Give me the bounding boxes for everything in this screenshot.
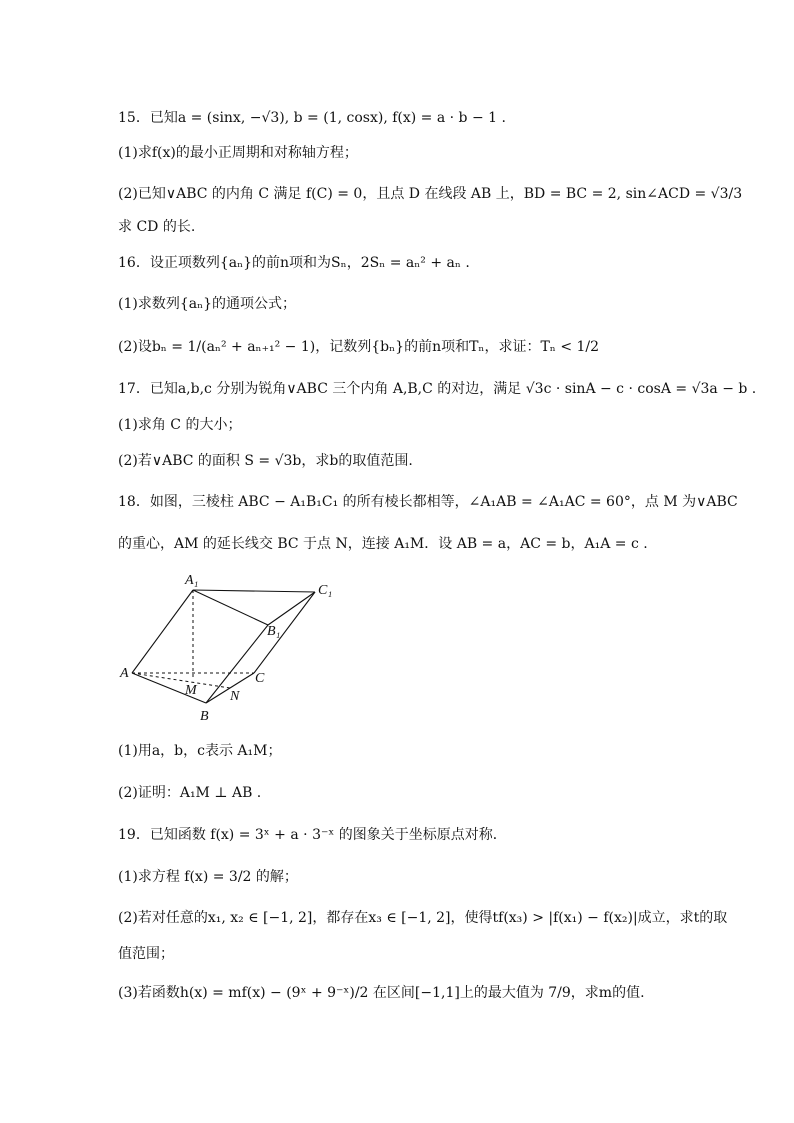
label-b1: B₁ xyxy=(267,624,281,639)
q15-part1: (1)求f(x)的最小正周期和对称轴方程； xyxy=(118,145,358,161)
q19-part2: (2)若对任意的x₁, x₂ ∈ [−1, 2]，都存在x₃ ∈ [−1, 2]，使得tf(x₃) > |f(x₁) − f(x₂)|成立，求t的取 xyxy=(118,910,728,926)
q16-part1: (1)求数列{aₙ}的通项公式； xyxy=(118,296,297,312)
q18-stem: 18．如图，三棱柱 ABC − A₁B₁C₁ 的所有棱长都相等，∠A₁AB = ∠A₁AC = 60°，点 M 为∨ABC xyxy=(118,494,738,510)
q18-part2: (2)证明：A₁M ⊥ AB . xyxy=(118,785,262,801)
q18-part1: (1)用a，b，c表示 A₁M； xyxy=(118,743,282,759)
label-b: B xyxy=(200,709,209,724)
label-a1: A₁ xyxy=(185,573,199,588)
label-n: N xyxy=(230,689,240,704)
edge-b1c1 xyxy=(268,592,315,625)
label-c: C xyxy=(255,671,265,686)
q17-part2: (2)若∨ABC 的面积 S = √3b，求b的取值范围. xyxy=(118,453,413,469)
q18-stem-cont: 的重心，AM 的延长线交 BC 于点 N，连接 A₁M．设 AB = a，AC = b，A₁A = c . xyxy=(118,536,648,552)
q17-stem: 17．已知a,b,c 分别为锐角∨ABC 三个内角 A,B,C 的对边，满足 √3c · sinA − c · cosA = √3a − b . xyxy=(118,381,757,397)
q19-stem: 19．已知函数 f(x) = 3ˣ + a · 3⁻ˣ 的图象关于坐标原点对称． xyxy=(118,827,507,843)
edge-a1b1 xyxy=(193,590,268,625)
edge-c1c xyxy=(254,592,315,673)
edge-an-hidden xyxy=(132,673,230,688)
q19-part2-cont: 值范围； xyxy=(118,946,174,962)
q17-part1: (1)求角 C 的大小； xyxy=(118,417,242,433)
prism-figure xyxy=(118,570,358,725)
label-c1: C₁ xyxy=(318,583,333,598)
label-a: A xyxy=(120,666,129,681)
q15-part2: (2)已知∨ABC 的内角 C 满足 f(C) = 0，且点 D 在线段 AB 上，BD = BC = 2, sin∠ACD = √3/3 xyxy=(118,186,743,202)
q15-stem: 15．已知a = (sinx, −√3), b = (1, cosx), f(x) = a · b − 1 . xyxy=(118,110,506,126)
q16-stem: 16．设正项数列{aₙ}的前n项和为Sₙ，2Sₙ = aₙ² + aₙ . xyxy=(118,255,470,271)
q15-part2-cont: 求 CD 的长. xyxy=(118,219,196,235)
edge-a1c1 xyxy=(193,590,315,592)
q19-part3: (3)若函数h(x) = mf(x) − (9ˣ + 9⁻ˣ)/2 在区间[−1,1]上的最大值为 7/9，求m的值. xyxy=(118,985,645,1001)
label-m: M xyxy=(185,683,197,698)
edge-a1a xyxy=(132,590,193,673)
q19-part1: (1)求方程 f(x) = 3/2 的解； xyxy=(118,869,298,885)
q16-part2: (2)设bₙ = 1/(aₙ² + aₙ₊₁² − 1)，记数列{bₙ}的前n项和Tₙ，求证：Tₙ < 1/2 xyxy=(118,339,600,355)
